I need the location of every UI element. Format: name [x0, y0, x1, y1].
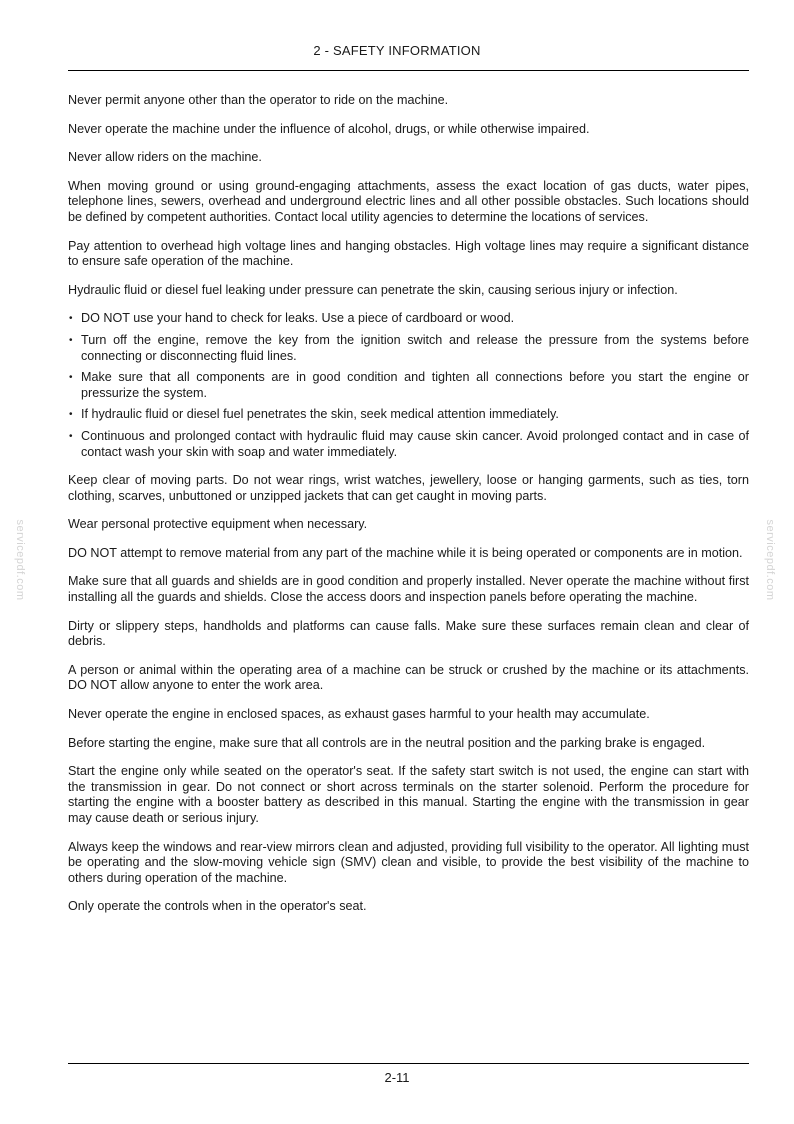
- watermark-right: servicepdf.com: [764, 519, 776, 601]
- list-item: [68, 311, 749, 327]
- page-body: [68, 93, 749, 928]
- section-title: 2 - SAFETY INFORMATION: [313, 43, 481, 58]
- list-item: [68, 370, 749, 401]
- list-item-text: DO NOT use your hand to check for leaks. Use a piece of cardboard or wood.: [81, 311, 515, 326]
- paragraph: Never operate the machine under the influence of alcohol, drugs, or while otherwise impaired.: [68, 121, 590, 136]
- list-item: [68, 407, 749, 423]
- bullet-icon: •: [69, 372, 73, 384]
- paragraph: Never permit anyone other than the operator to ride on the machine.: [68, 93, 449, 107]
- list-item-text: Continuous and prolonged contact with hydraulic fluid may cause skin cancer. Avoid prolonged contact and in case of contact wash your skin with soap and water immediately.: [81, 428, 749, 459]
- paragraph: Wear personal protective equipment when necessary.: [68, 517, 368, 532]
- list-item: [68, 429, 749, 460]
- bullet-icon: •: [69, 430, 73, 442]
- paragraph: Never allow riders on the machine.: [68, 150, 262, 165]
- paragraph: Start the engine only while seated on the operator's seat. If the safety start switch is not used, the engine can start with the transmission in gear. Do not connect or short across terminals on the starter solenoid. Perform the procedure for starting the engine with a booster battery as described in this manual. Starting the engine with the transmission in gear may cause death or serious injury.: [68, 764, 749, 825]
- bullet-icon: •: [69, 334, 73, 346]
- footer-rule: [68, 1063, 749, 1064]
- paragraph: Always keep the windows and rear-view mirrors clean and adjusted, providing full visibility to the operator. All lighting must be operating and the slow-moving vehicle sign (SMV) clean and visible, to provide the best visibility of the machine to others during operation of the machine.: [68, 839, 749, 885]
- bullet-icon: •: [69, 313, 73, 325]
- paragraph: Make sure that all guards and shields are in good condition and properly installed. Never operate the machine without first installing all the guards and shields. Close the access doors and inspection panels before operating the machine.: [68, 574, 749, 605]
- paragraph: Hydraulic fluid or diesel fuel leaking under pressure can penetrate the skin, causing serious injury or infection.: [68, 282, 678, 297]
- paragraph: When moving ground or using ground-engaging attachments, assess the exact location of gas ducts, water pipes, telephone lines, sewers, overhead and underground electric lines and all other possible obstacles. Such locations should be defined by competent authorities. Contact local utility agencies to determine the locations of services.: [68, 178, 749, 224]
- paragraph: Never operate the engine in enclosed spaces, as exhaust gases harmful to your health may accumulate.: [68, 707, 650, 722]
- paragraph: Only operate the controls when in the operator's seat.: [68, 899, 367, 914]
- paragraph: Before starting the engine, make sure that all controls are in the neutral position and the parking brake is engaged.: [68, 735, 706, 750]
- header-rule: [68, 70, 749, 71]
- list-item: [68, 333, 749, 364]
- bullet-icon: •: [69, 409, 73, 421]
- list-item-text: Turn off the engine, remove the key from the ignition switch and release the pressure from the systems before connecting or disconnecting fluid lines.: [81, 332, 749, 363]
- list-item-text: If hydraulic fluid or diesel fuel penetrates the skin, seek medical attention immediately.: [81, 407, 559, 422]
- paragraph: DO NOT attempt to remove material from any part of the machine while it is being operated or components are in motion.: [68, 545, 743, 560]
- watermark-left: servicepdf.com: [14, 519, 26, 601]
- paragraph: A person or animal within the operating area of a machine can be struck or crushed by the machine or its attachments. DO NOT allow anyone to enter the work area.: [68, 662, 749, 693]
- page-number: 2-11: [384, 1070, 410, 1085]
- list-item-text: Make sure that all components are in good condition and tighten all connections before you start the engine or pressurize the system.: [81, 370, 749, 400]
- paragraph: Keep clear of moving parts. Do not wear rings, wrist watches, jewellery, loose or hanging garments, such as ties, torn clothing, scarves, unbuttoned or unzipped jackets that can get caught in moving parts.: [68, 473, 749, 503]
- paragraph: Dirty or slippery steps, handholds and platforms can cause falls. Make sure these surfaces remain clean and clear of debris.: [68, 618, 749, 649]
- bullet-list: [68, 311, 749, 460]
- paragraph: Pay attention to overhead high voltage lines and hanging obstacles. High voltage lines may require a significant distance to ensure safe operation of the machine.: [68, 238, 749, 269]
